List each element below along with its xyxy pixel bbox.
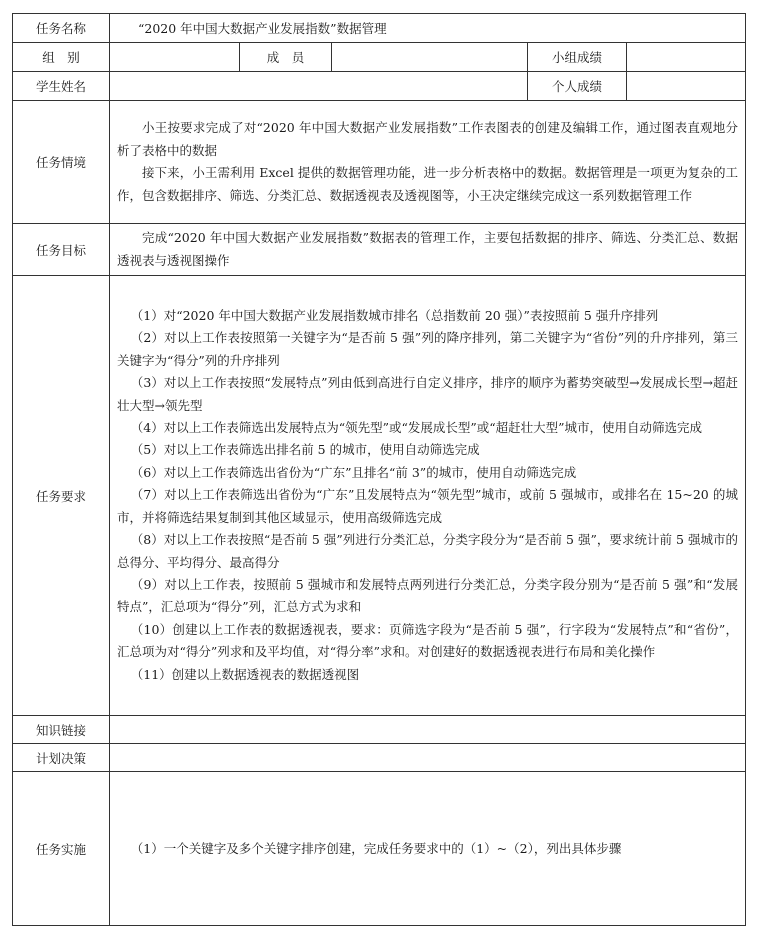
student-name-value	[110, 72, 528, 101]
row-plan	[13, 744, 746, 772]
row-implementation	[13, 772, 746, 926]
row-requirements	[13, 276, 746, 716]
row-goal	[13, 224, 746, 276]
requirement-item: （6）对以上工作表筛选出省份为“广东”且排名“前 3”的城市，使用自动筛选完成	[130, 464, 577, 480]
requirement-item: （11）创建以上数据透视表的数据透视图	[130, 666, 360, 682]
member-label: 成 员	[240, 43, 332, 72]
requirement-item: （5）对以上工作表筛选出排名前 5 的城市，使用自动筛选完成	[130, 442, 480, 458]
situation-label: 任务情境	[13, 101, 110, 224]
goal-label: 任务目标	[13, 224, 110, 276]
requirement-item: （8）对以上工作表按照“是否前 5 强”列进行分类汇总，分类字段分为“是否前 5 强”，要求统计前 5 强城市的总得分、平均得分、最高得分	[117, 532, 739, 570]
member-value	[332, 43, 528, 72]
row-group	[13, 43, 746, 72]
knowledge-value	[110, 716, 746, 744]
requirement-item: （9）对以上工作表，按照前 5 强城市和发展特点两列进行分类汇总，分类字段分别为“是否前 5 强”和“发展特点”，汇总项为“得分”列，汇总方式为求和	[117, 576, 739, 615]
group-value	[110, 43, 240, 72]
requirement-item: （7）对以上工作表筛选出省份为“广东”且发展特点为“领先型”城市，或前 5 强城市，或排名在 15~20 的城市，并将筛选结果复制到其他区域显示，使用高级筛选完成	[117, 487, 739, 525]
personal-score-value	[627, 72, 746, 101]
implementation-text: （1）一个关键字及多个关键字排序创建，完成任务要求中的（1）~（2），列出具体步骤	[130, 840, 622, 856]
requirement-item: （10）创建以上工作表的数据透视表，要求：页筛选字段为“是否前 5 强”，行字段为“发展特点”和“省份”，汇总项为对“得分”列求和及平均值，对“得分率”求和。对创建好的数据透视表进行布局和美化操作	[117, 621, 739, 660]
knowledge-label: 知识链接	[13, 716, 110, 744]
plan-label: 计划决策	[13, 744, 110, 772]
goal-content	[110, 224, 746, 276]
requirement-item: （3）对以上工作表按照“发展特点”列由低到高进行自定义排序，排序的顺序为蓄势突破型→发展成长型→超赶壮大型→领先型	[117, 375, 739, 413]
goal-paragraph: 完成“2020 年中国大数据产业发展指数”数据表的管理工作，主要包括数据的排序、筛选、分类汇总、数据透视表与透视图操作	[117, 230, 739, 268]
situation-paragraph: 接下来，小王需利用 Excel 提供的数据管理功能，进一步分析表格中的数据。数据管理是一项更为复杂的工作，包含数据排序、筛选、分类汇总、数据透视表及透视图等，小王决定继续完成这一系列数据管理工作	[117, 165, 739, 203]
group-score-label: 小组成绩	[528, 43, 627, 72]
row-student	[13, 72, 746, 101]
situation-paragraph: 小王按要求完成了对“2020 年中国大数据产业发展指数”工作表图表的创建及编辑工作，通过图表直观地分析了表格中的数据	[117, 120, 739, 158]
requirements-content	[110, 276, 746, 716]
requirement-item: （2）对以上工作表按照第一关键字为“是否前 5 强”列的降序排列，第二关键字为“省份”列的升序排列，第三关键字为“得分”列的升序排列	[117, 330, 739, 368]
situation-content	[110, 101, 746, 224]
row-situation	[13, 101, 746, 224]
task-name-text: “2020 年中国大数据产业发展指数”数据管理	[138, 21, 387, 36]
task-name-value	[110, 14, 746, 43]
plan-value	[110, 744, 746, 772]
task-worksheet	[12, 13, 745, 926]
requirement-item: （4）对以上工作表筛选出发展特点为“领先型”或“发展成长型”或“超赶壮大型”城市，使用自动筛选完成	[130, 420, 703, 436]
implementation-label: 任务实施	[13, 772, 110, 926]
row-task-name	[13, 14, 746, 43]
requirement-item: （1）对“2020 年中国大数据产业发展指数城市排名（总指数前 20 强）”表按照前 5 强升序排列	[130, 308, 659, 324]
student-name-label: 学生姓名	[13, 72, 110, 101]
task-form-table	[12, 13, 746, 926]
personal-score-label: 个人成绩	[528, 72, 627, 101]
task-name-label: 任务名称	[13, 14, 110, 43]
row-knowledge	[13, 716, 746, 744]
group-score-value	[627, 43, 746, 72]
implementation-content	[110, 772, 746, 926]
group-label: 组 别	[13, 43, 110, 72]
requirements-label: 任务要求	[13, 276, 110, 716]
